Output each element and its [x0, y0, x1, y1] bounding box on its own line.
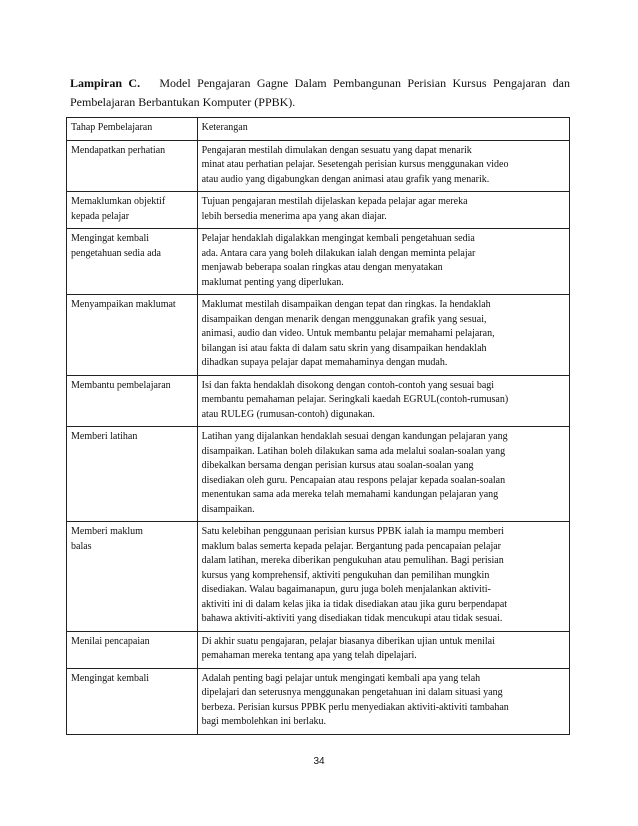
- stage-cell: [67, 192, 198, 229]
- table-header-row: [67, 118, 570, 141]
- description-line: disampaikan dengan menarik dengan menggunakan grafik yang sesuai,: [201, 313, 487, 325]
- table-row: [67, 140, 570, 192]
- description-cell: [197, 295, 569, 376]
- description-cell: [197, 427, 569, 522]
- description-line: membantu pemahaman pelajar. Seringkali kaedah EGRUL(contoh-rumusan): [201, 394, 509, 405]
- description-line: Isi dan fakta hendaklah disokong dengan contoh-contoh yang sesuai bagi: [201, 379, 495, 391]
- description-line: Adalah penting bagi pelajar untuk mengingati kembali apa yang telah: [201, 672, 481, 684]
- stage-line: Membantu pembelajaran: [71, 379, 171, 391]
- table-row: [67, 631, 570, 668]
- stage-cell: [67, 427, 198, 522]
- description-line: dihadkan supaya pelajar dapat memahaminya dengan mudah.: [201, 357, 448, 368]
- description-line: animasi, audio dan video. Untuk membantu pelajar memahami pelajaran,: [201, 328, 495, 339]
- description-line: kursus yang komprehensif, aktiviti pengukuhan dan pemilihan mungkin: [201, 569, 490, 581]
- description-line: Maklumat mestilah disampaikan dengan tepat dan ringkas. Ia hendaklah: [201, 299, 491, 310]
- stage-cell: [67, 631, 198, 668]
- description-line: maklum balas semerta kepada pelajar. Bergantung pada pencapaian pelajar: [201, 540, 502, 552]
- stage-cell: [67, 140, 198, 192]
- table-row: [67, 522, 570, 632]
- description-line: Tujuan pengajaran mestilah dijelaskan kepada pelajar agar mereka: [201, 196, 468, 207]
- table-row: [67, 668, 570, 734]
- description-line: minat atau perhatian pelajar. Sesetengah perisian kursus menggunakan video: [201, 159, 509, 170]
- description-line: menjawab beberapa soalan ringkas atau dengan menyatakan: [201, 262, 443, 273]
- title-text: Model Pengajaran Gagne Dalam Pembangunan Perisian Kursus Pengajaran dan Pembelajaran Berbantukan Komputer (PPBK).: [70, 76, 571, 109]
- description-line: dibekalkan bersama dengan perisian kursus atau soalan-soalan yang: [201, 460, 474, 471]
- description-line: maklumat penting yang diperlukan.: [201, 276, 344, 288]
- page-number: 34: [313, 756, 325, 767]
- stage-line: Memberi maklum: [71, 526, 143, 537]
- description-line: bahawa aktiviti-aktiviti yang disediakan tidak mencukupi atau tidak sesuai.: [201, 613, 503, 624]
- description-line: pemahaman mereka tentang apa yang telah dipelajari.: [201, 650, 417, 661]
- description-line: ada. Antara cara yang boleh dilakukan ialah dengan meminta pelajar: [201, 247, 476, 259]
- description-cell: [197, 631, 569, 668]
- stage-cell: [67, 229, 198, 295]
- description-line: bilangan isi atau fakta di dalam satu skrin yang disampaikan hendaklah: [201, 342, 487, 354]
- header-description: Keterangan: [197, 118, 569, 141]
- stage-line: Menyampaikan maklumat: [71, 299, 176, 310]
- document-title: [70, 74, 570, 112]
- description-cell: [197, 229, 569, 295]
- header-stage: Tahap Pembelajaran: [67, 118, 198, 141]
- description-line: Di akhir suatu pengajaran, pelajar biasanya diberikan ujian untuk menilai: [201, 635, 495, 647]
- description-line: Pengajaran mestilah dimulakan dengan sesuatu yang dapat menarik: [201, 144, 472, 156]
- description-cell: [197, 522, 569, 632]
- description-cell: [197, 192, 569, 229]
- description-line: disampaikan.: [201, 503, 255, 515]
- table-row: [67, 375, 570, 427]
- table-row: [67, 295, 570, 376]
- stage-line: Memaklumkan objektif: [71, 196, 166, 207]
- stage-cell: [67, 295, 198, 376]
- description-cell: [197, 140, 569, 192]
- description-line: Satu kelebihan penggunaan perisian kursus PPBK ialah ia mampu memberi: [201, 526, 505, 537]
- stage-line: Mendapatkan perhatian: [71, 144, 166, 156]
- description-line: atau RULEG (rumusan-contoh) digunakan.: [201, 408, 375, 420]
- table-row: [67, 192, 570, 229]
- table-body: [67, 140, 570, 734]
- description-cell: [197, 375, 569, 427]
- stage-line: Mengingat kembali: [71, 233, 150, 244]
- description-line: bagi membolehkan ini berlaku.: [201, 716, 327, 727]
- stage-cell: [67, 375, 198, 427]
- stage-line: Mengingat kembali: [71, 672, 150, 684]
- description-line: lebih bersedia menerima apa yang akan diajar.: [201, 210, 387, 222]
- stage-line: kepada pelajar: [71, 210, 130, 222]
- description-line: Pelajar hendaklah digalakkan mengingat kembali pengetahuan sedia: [201, 233, 475, 244]
- title-label: Lampiran C.: [70, 76, 141, 90]
- gagne-model-table: [66, 117, 570, 735]
- stage-line: pengetahuan sedia ada: [71, 247, 161, 259]
- table-row: [67, 427, 570, 522]
- stage-cell: [67, 522, 198, 632]
- description-line: Latihan yang dijalankan hendaklah sesuai dengan kandungan pelajaran yang: [201, 431, 508, 442]
- stage-line: Menilai pencapaian: [71, 635, 150, 647]
- description-line: disediakan oleh guru. Pencapaian atau respons pelajar kepada soalan-soalan: [201, 474, 506, 486]
- stage-line: Memberi latihan: [71, 431, 138, 442]
- stage-cell: [67, 668, 198, 734]
- description-line: disediakan. Walau bagaimanapun, guru juga boleh menjalankan aktiviti-: [201, 584, 491, 595]
- description-line: dalam latihan, mereka diberikan pengukuhan atau pemulihan. Bagi perisian: [201, 555, 504, 566]
- description-line: atau audio yang digabungkan dengan animasi atau grafik yang menarik.: [201, 173, 490, 185]
- description-cell: [197, 668, 569, 734]
- description-line: disampaikan. Latihan boleh dilakukan sama ada melalui soalan-soalan yang: [201, 445, 506, 457]
- stage-line: balas: [71, 540, 92, 552]
- description-line: berbeza. Perisian kursus PPBK perlu menyediakan aktiviti-aktiviti tambahan: [201, 701, 509, 713]
- description-line: dipelajari dan seterusnya menggunakan pengetahuan ini dalam situasi yang: [201, 687, 503, 698]
- description-line: aktiviti ini di dalam kelas jika ia tidak disediakan atau jika guru berpendapat: [201, 598, 508, 610]
- description-line: menentukan sama ada mereka telah memahami kandungan pelajaran yang: [201, 489, 499, 500]
- table-row: [67, 229, 570, 295]
